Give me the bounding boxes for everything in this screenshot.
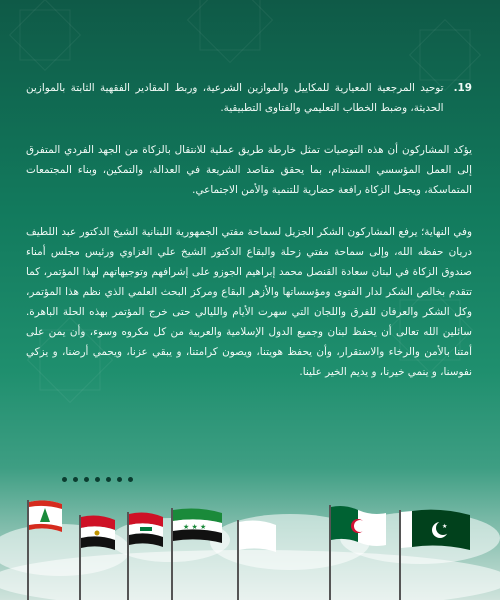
white-flag: [239, 521, 276, 552]
item-text: توحيد المرجعية المعيارية للمكاييل والموازين الشرعية، وربط المقادير الفقهية الثابتة بالموازين الحديثة، وضبط الخطاب التعليمي والفتاوى التطبيقية.: [26, 82, 444, 114]
svg-text:★: ★: [442, 523, 448, 530]
summary-paragraph: يؤكد المشاركون أن هذه التوصيات تمثل خارطة طريق عملية للانتقال بالزكاة من الجهد الفردي المتفرق إلى العمل المؤسسي المستدام، بما يحقق مقاصد الشريعة في العدالة، والتمكين، وبناء المجتمعات المتماسكة، ويجعل الزكاة رافعة حضارية للتنمية والأمن الاجتماعي.: [26, 144, 472, 196]
flags-illustration: [0, 480, 500, 600]
svg-text:★ ★ ★: ★ ★ ★: [183, 523, 207, 531]
recommendation-item: [26, 78, 472, 118]
document-body: [26, 78, 472, 392]
closing-paragraph: وفي النهاية؛ يرفع المشاركون الشكر الجزيل لسماحة مفتي الجمهورية اللبنانية الشيخ الدكتور عبد اللطيف دريان حفظه الله، وإلى سماحة مفتي زحلة والبقاع الدكتور الشيخ علي الغزاوي ورئيس مجلس أمناء صندوق الزكاة في لبنان سعادة القنصل محمد إبراهيم الجوزو على إشرافهم وتوجيهاتهم لهذا المؤتمر، كما تتقدم بخالص الشكر لدار الفتوى ومؤسساتها والأزهر البقاع ومركز البحث العلمي الذي نظم هذا المؤتمر، وكل الشكر والعرفان للفرق واللجان التي سهرت الأيام والليالي حتى خرج المؤتمر بهذه الحلة الباهرة. سائلين الله تعالى أن يحفظ لبنان وجميع الدول الإسلامية والعربية من كل مكروه وسوء، وأن يمن على أمتنا بالأمن والرخاء والاستقرار، وأن يحفظ هويتنا، ويصون كرامتنا، و يبقي عزنا، ويحمي أرضنا، و يزكي نفوسنا، و ينمي خيرنا، و يديم الخير علينا.: [26, 226, 472, 378]
item-number: .19: [453, 82, 472, 94]
